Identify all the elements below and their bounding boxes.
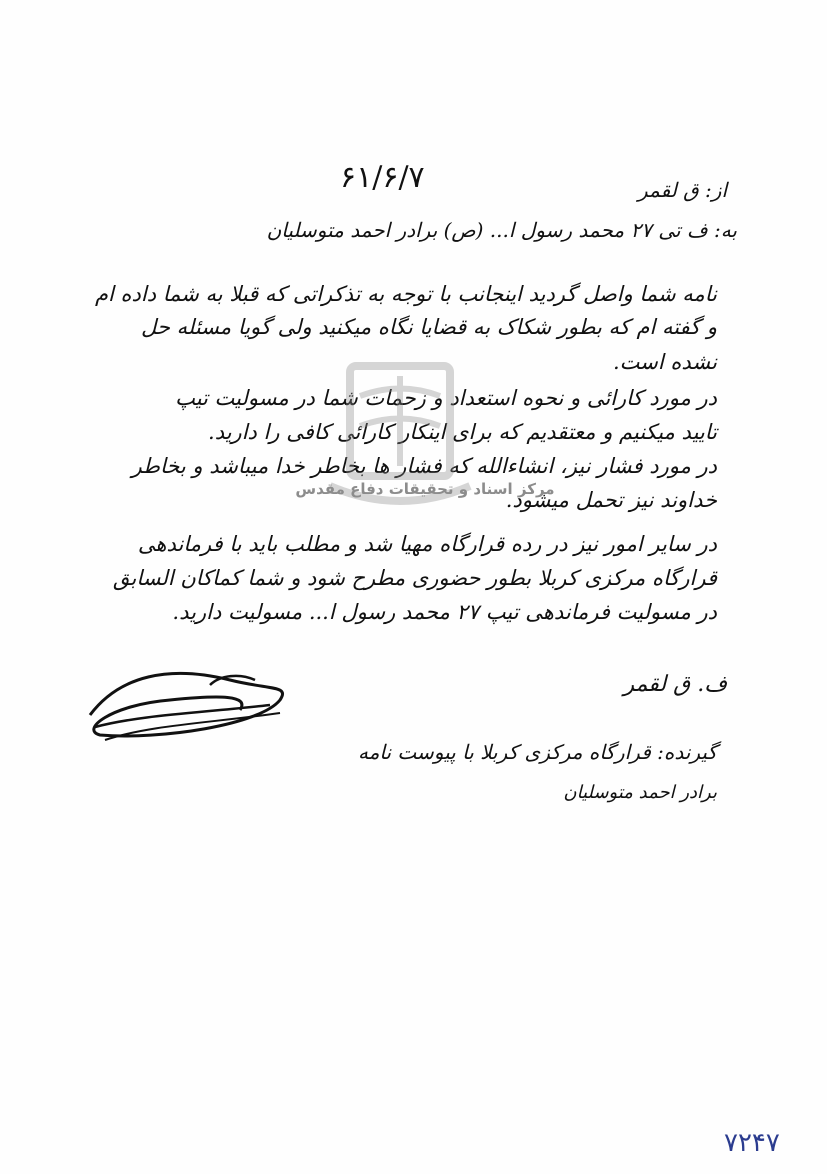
body-line: نشده است.	[612, 350, 717, 374]
body-line: خداوند نیز تحمل میشود.	[505, 488, 717, 512]
watermark-text: مرکز اسناد و تحقیقات دفاع مقدس	[295, 480, 555, 498]
body-line: نامه شما واصل گردید اینجانب با توجه به تذکراتی که قبلا به شما داده ام	[95, 282, 717, 306]
body-line: در مسولیت فرماندهی تیپ ۲۷ محمد رسول ا... مسولیت دارید.	[172, 600, 717, 624]
signature-name: ف. ق لقمر	[623, 672, 727, 697]
body-line: در سایر امور نیز در رده قرارگاه مهیا شد و مطلب باید با فرماندهی	[137, 532, 717, 556]
body-line: و گفته ام که بطور شکاک به قضایا نگاه میکنید ولی گویا مسئله حل	[141, 315, 717, 339]
page-number: ۷۲۴۷	[724, 1128, 780, 1158]
body-line: در مورد فشار نیز، انشاءالله که فشار ها بخاطر خدا میباشد و بخاطر	[131, 454, 717, 478]
cc-line: گیرنده: قرارگاه مرکزی کربلا با پیوست نامه	[357, 740, 717, 764]
from-line: از: ق لقمر	[638, 178, 727, 202]
letter-date: ۶۱/۶/۷	[340, 160, 425, 195]
cc-line-recipient: برادر احمد متوسلیان	[563, 782, 717, 803]
body-line: در مورد کارائی و نحوه استعداد و زحمات شما در مسولیت تیپ	[175, 386, 717, 410]
body-line: تایید میکنیم و معتقدیم که برای اینکار کارائی کافی را دارید.	[208, 420, 717, 444]
to-line: به: ف تی ۲۷ محمد رسول ا... (ص) برادر احمد متوسلیان	[266, 218, 737, 242]
book-emblem-icon	[290, 356, 510, 526]
body-line: قرارگاه مرکزی کربلا بطور حضوری مطرح شود و شما کماکان السابق	[112, 566, 717, 590]
handwritten-signature	[80, 655, 300, 750]
